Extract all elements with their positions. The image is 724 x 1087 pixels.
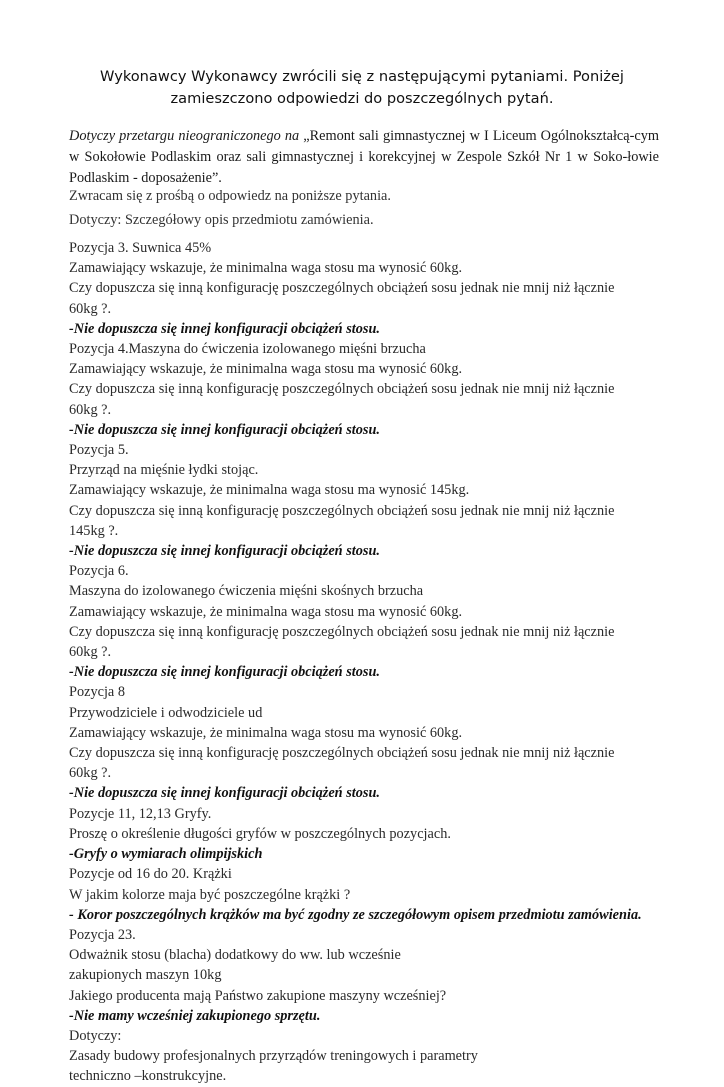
question-line: Zamawiający wskazuje, że minimalna waga stosu ma wynosić 60kg. [69, 361, 463, 378]
question-line: Zamawiający wskazuje, że minimalna waga stosu ma wynosić 60kg. [69, 603, 463, 620]
question-line: Jakiego producenta mają Państwo zakupione maszyny wcześniej? [69, 987, 447, 1004]
question-line: Odważnik stosu (blacha) dodatkowy do ww. lub wcześnie [69, 947, 401, 964]
question-line: Proszę o określenie długości gryfów w poszczególnych pozycjach. [69, 825, 451, 842]
question-line: 145kg ?. [69, 522, 119, 539]
question-line: Zamawiający wskazuje, że minimalna waga stosu ma wynosić 60kg. [69, 260, 463, 277]
section-heading: Dotyczy: [69, 1027, 122, 1044]
question-line: Czy dopuszcza się inną konfigurację poszczególnych obciążeń sosu jednak nie mnij niż łącznie [69, 280, 615, 297]
position-heading: Pozycje od 16 do 20. Krążki [69, 866, 232, 883]
intro-paragraph [69, 126, 659, 189]
request-paragraph: Zwracam się z prośbą o odpowiedz na poniższe pytania. [69, 188, 391, 204]
question-line: 60kg ?. [69, 401, 112, 418]
page-title: Wykonawcy Wykonawcy zwrócili się z następującymi pytaniami. Poniżej zamieszczono odpowiedzi do poszczególnych pytań. [100, 68, 624, 107]
concerns-paragraph: Dotyczy: Szczegółowy opis przedmiotu zamówienia. [69, 212, 374, 228]
intro-italic-prefix: Dotyczy przetargu nieograniczonego na [69, 128, 300, 144]
question-line: Czy dopuszcza się inną konfigurację poszczególnych obciążeń sosu jednak nie mnij niż łącznie [69, 745, 615, 762]
position-heading: Pozycja 3. Suwnica 45% [69, 240, 212, 256]
question-line: Czy dopuszcza się inną konfigurację poszczególnych obciążeń sosu jednak nie mnij niż łącznie [69, 502, 615, 519]
questions-answers-body [69, 238, 659, 1087]
position-heading: Pozycja 8 [69, 684, 125, 701]
question-line: zakupionych maszyn 10kg [69, 967, 222, 984]
question-line: Maszyna do izolowanego ćwiczenia mięśni skośnych brzucha [69, 583, 424, 600]
question-line: 60kg ?. [69, 300, 112, 317]
position-heading: Pozycja 4.Maszyna do ćwiczenia izolowanego mięśni brzucha [69, 341, 426, 358]
question-line: Czy dopuszcza się inną konfigurację poszczególnych obciążeń sosu jednak nie mnij niż łącznie [69, 381, 615, 398]
question-line: Przywodziciele i odwodziciele ud [69, 704, 263, 721]
question-line: Przyrząd na mięśnie łydki stojąc. [69, 462, 259, 479]
question-line: Czy dopuszcza się inną konfigurację poszczególnych obciążeń sosu jednak nie mnij niż łącznie [69, 623, 615, 640]
section-text: Zasady budowy profesjonalnych przyrządów treningowych i parametry [69, 1048, 478, 1065]
position-heading: Pozycja 23. [69, 926, 136, 943]
question-line: Zamawiający wskazuje, że minimalna waga stosu ma wynosić 145kg. [69, 482, 470, 499]
position-heading: Pozycja 6. [69, 563, 129, 580]
answer-line: -Nie dopuszcza się innej konfiguracji obciążeń stosu. [69, 664, 380, 681]
answer-line: -Nie mamy wcześniej zakupionego sprzętu. [69, 1007, 321, 1024]
question-line: Zamawiający wskazuje, że minimalna waga stosu ma wynosić 60kg. [69, 724, 463, 741]
answer-line: -Gryfy o wymiarach olimpijskich [69, 846, 263, 863]
answer-line: -Nie dopuszcza się innej konfiguracji obciążeń stosu. [69, 543, 380, 560]
answer-line: -Nie dopuszcza się innej konfiguracji obciążeń stosu. [69, 320, 380, 337]
answer-line: -Nie dopuszcza się innej konfiguracji obciążeń stosu. [69, 785, 380, 802]
question-line: 60kg ?. [69, 644, 112, 661]
section-text: techniczno –konstrukcyjne. [69, 1068, 227, 1085]
answer-line: - Koror poszczególnych krążków ma być zgodny ze szczegółowym opisem przedmiotu zamówienia. [69, 906, 642, 923]
question-line: W jakim kolorze maja być poszczególne krążki ? [69, 886, 351, 903]
intro-text: „Remont sali gimnastycznej w I Liceum Ogólnokształcą-cym w Sokołowie Podlaskim oraz sali gimnastycznej i korekcyjnej w Zespole Szkół Nr 1 w Soko-łowie Podlaskim - doposażenie”. [69, 128, 659, 186]
position-heading: Pozycja 5. [69, 442, 129, 459]
question-line: 60kg ?. [69, 765, 112, 782]
position-heading: Pozycje 11, 12,13 Gryfy. [69, 805, 212, 822]
answer-line: -Nie dopuszcza się innej konfiguracji obciążeń stosu. [69, 421, 380, 438]
